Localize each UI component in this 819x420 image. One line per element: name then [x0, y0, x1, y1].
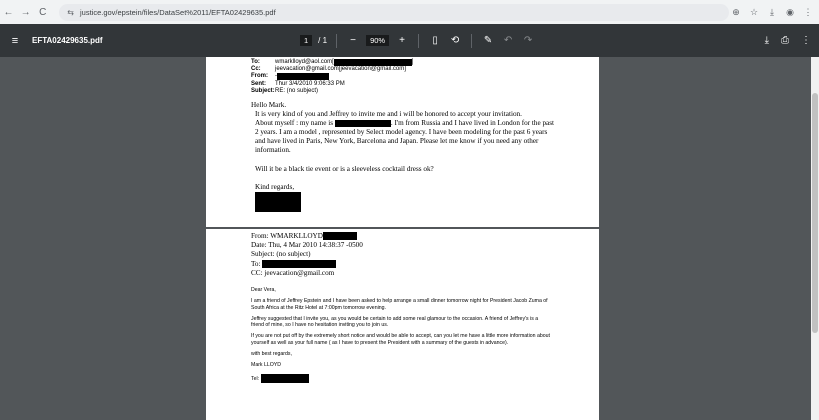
redaction-box: [261, 374, 309, 383]
redo-icon[interactable]: ↷: [523, 35, 533, 46]
scroll-thumb[interactable]: [812, 93, 818, 333]
rotate-icon[interactable]: ⟲: [450, 35, 460, 46]
pdf-toolbar: [0, 24, 819, 57]
paragraph: I am a friend of Jeffrey Epstein and I have been asked to help arrange a small dinner tomorrow night for President Jacob Zuma of South Africa at the Ritz Hotel at 7:00pm tomorrow evening.: [251, 298, 548, 311]
pdf-filename: EFTA02429635.pdf: [32, 36, 103, 45]
from-value: -: [275, 73, 277, 80]
email-header: [251, 59, 413, 95]
tel-label: Tel:: [251, 375, 260, 382]
pdf-page-1: [206, 57, 599, 227]
zoom-icon[interactable]: ⊕: [732, 6, 740, 17]
print-icon[interactable]: ⎙: [781, 35, 789, 46]
hamburger-menu-icon[interactable]: ≡: [11, 34, 19, 47]
to-value: wmarklloyd@aol.com[: [275, 59, 334, 65]
redaction-box: [335, 120, 391, 127]
site-info-icon[interactable]: ⇆: [67, 7, 74, 17]
pdf-download-icon[interactable]: ⤓: [764, 35, 769, 46]
question: Will it be a black tie event or is a sleeveless cocktail dress ok?: [255, 164, 434, 173]
zoom-level-input[interactable]: 90%: [366, 35, 389, 46]
zoom-out-icon[interactable]: −: [350, 35, 356, 46]
from-line: From: WMARKLLOYD: [251, 232, 323, 240]
profile-icon[interactable]: ◉: [786, 6, 794, 17]
undo-icon[interactable]: ↶: [503, 35, 513, 46]
fit-page-icon[interactable]: ▯: [432, 35, 438, 46]
date-line: Date: Thu, 4 Mar 2010 14:38:37 -0500: [251, 241, 363, 250]
paragraph: If you are not put off by the extremely short notice and would be able to accept, can you let me have a little more information about yourself as well as your full name ( as I have to present the President with a summary of the guests in advance).: [251, 333, 550, 346]
paragraph: . I'm from Russia and I have lived in London for the past 2 years. I am a model , represented by Select model agency. I have been modeling for the past 6 years and have lived in Paris, New York, Barcelona and Japan. Please let me know if you need any other information.: [255, 119, 555, 155]
redaction-box: [277, 73, 329, 80]
greeting: Dear Vera,: [251, 287, 276, 293]
signature-name: Mark LLOYD: [251, 362, 281, 369]
paragraph: Jeffrey suggested that I invite you, as you would be certain to add some real glamour to the occasion. A friend of Jeffrey's is a friend of mine, so I have no hesitation inviting you to join us.: [251, 315, 539, 329]
toolbar-divider: [336, 34, 337, 48]
subject-label: Subject:: [251, 87, 275, 94]
greeting: Hello Mark.: [251, 101, 287, 109]
cc-label: Cc:: [251, 66, 261, 73]
page-total: / 1: [318, 36, 328, 45]
download-icon[interactable]: ⤓: [770, 6, 774, 17]
subject-line: Subject: (no subject): [251, 250, 311, 259]
forward-icon[interactable]: →: [20, 6, 31, 18]
toolbar-divider: [471, 34, 472, 48]
address-bar[interactable]: [59, 4, 729, 21]
toolbar-divider: [418, 34, 419, 48]
url-text: justice.gov/epstein/files/DataSet%2011/EFTA02429635.pdf: [79, 7, 276, 17]
redaction-box: [255, 192, 301, 212]
from-label: From:: [251, 73, 268, 80]
more-menu-icon[interactable]: ⋮: [803, 6, 813, 17]
pdf-more-icon[interactable]: ⋮: [801, 35, 811, 46]
email-header: [251, 232, 363, 278]
zoom-in-icon[interactable]: +: [399, 35, 406, 46]
annotate-icon[interactable]: ✎: [483, 35, 493, 46]
sent-value: Thur 3/4/2010 9:06:33 PM: [275, 80, 345, 87]
to-line: To:: [251, 259, 261, 268]
reload-icon[interactable]: C: [39, 6, 47, 18]
closing: Kind regards,: [255, 182, 295, 191]
paragraph: It is very kind of you and Jeffrey to invite me and i will be honored to accept your invitation.: [255, 110, 522, 119]
sent-label: Sent:: [251, 80, 266, 87]
redaction-box: [323, 232, 357, 240]
browser-toolbar: [0, 0, 819, 24]
redaction-box: [262, 260, 336, 268]
email-body: [251, 101, 556, 212]
subject-value: RE: (no subject): [275, 87, 319, 94]
signoff: with best regards,: [251, 351, 292, 358]
paragraph: About myself : my name is: [255, 119, 334, 128]
cc-line: CC: jeevacation@gmail.com: [251, 268, 335, 277]
to-label: To:: [251, 59, 260, 65]
bookmark-star-icon[interactable]: ☆: [749, 6, 759, 17]
to-suffix: ]: [411, 59, 414, 65]
page-number-input[interactable]: 1: [300, 35, 312, 46]
back-icon[interactable]: ←: [3, 6, 14, 18]
email-body: [251, 287, 551, 388]
pdf-page-2: [206, 229, 599, 420]
redaction-box: [334, 59, 412, 66]
scrollbar[interactable]: [811, 57, 819, 420]
cc-value: jeevacation@gmail.com[jeevacation@gmail.com]: [275, 66, 406, 73]
